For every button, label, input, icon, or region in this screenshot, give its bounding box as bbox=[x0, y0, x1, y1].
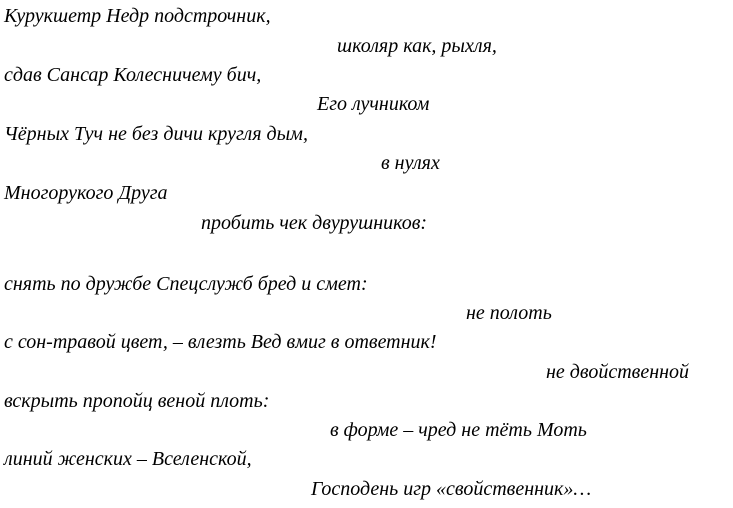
poem-line: линий женских – Вселенской, bbox=[4, 448, 252, 470]
poem-line: Курукшетр Недр подстрочник, bbox=[4, 5, 271, 27]
poem-line: в форме – чред не тёть Моть bbox=[330, 419, 587, 441]
poem-line: Господень игр «свойственник»… bbox=[311, 478, 592, 500]
poem-line: Чёрных Туч не без дичи кругля дым, bbox=[4, 123, 308, 145]
poem-line: вскрыть пропойц веной плоть: bbox=[4, 390, 270, 412]
poem-line: не полоть bbox=[466, 302, 552, 324]
poem-line: школяр как, рыхля, bbox=[337, 35, 497, 57]
poem-line: Многорукого Друга bbox=[4, 182, 168, 204]
poem-line: Его лучником bbox=[317, 93, 430, 115]
poem-line: в нулях bbox=[381, 152, 440, 174]
poem-line: снять по дружбе Спецслужб бред и смет: bbox=[4, 273, 368, 295]
poem-line: не двойственной bbox=[546, 361, 690, 383]
poem-line: с сон-травой цвет, – влезть Вед вмиг в ответник! bbox=[4, 331, 437, 353]
poem-line: пробить чек двурушников: bbox=[201, 212, 428, 234]
poem-line: сдав Сансар Колесничему бич, bbox=[4, 64, 262, 86]
